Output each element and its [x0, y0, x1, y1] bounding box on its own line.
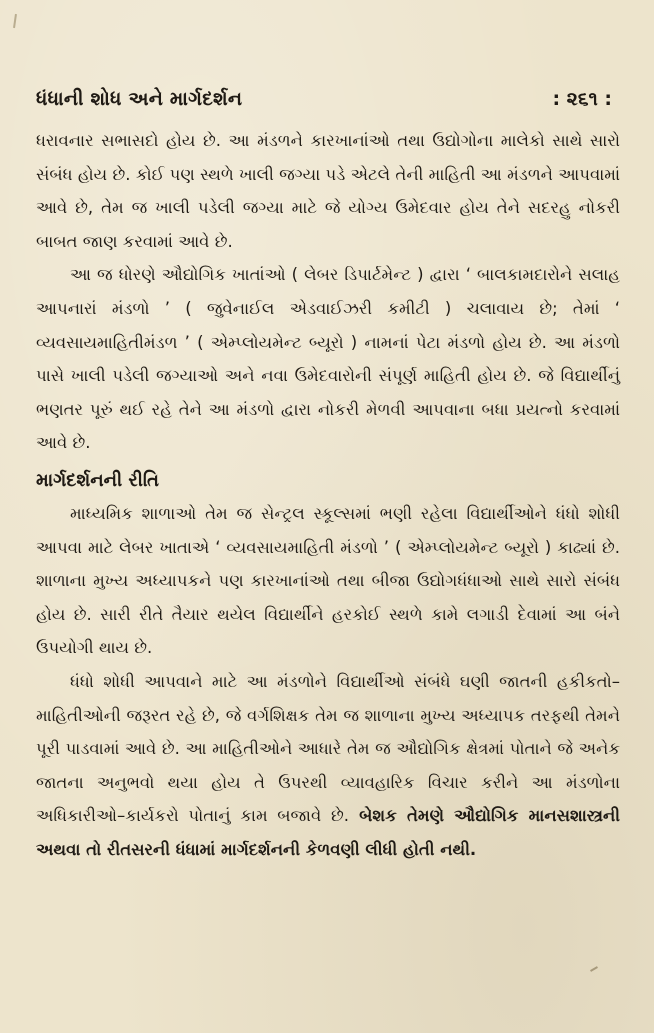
- page-header: [36, 88, 620, 110]
- paper-mark: [590, 966, 598, 972]
- page-number: : ૨૬૧ :: [552, 88, 612, 110]
- section-heading: માર્ગદર્શનની રીતિ: [36, 469, 159, 491]
- paper-mark: [13, 14, 17, 28]
- paragraph-1: ધરાવનાર સભાસદો હોય છે. આ મંડળને કારખાનાંઓ તથા ઉદ્યોગોના માલેકો સાથે સારો સંબંધ હોય છે. કોઈ પણ સ્થળે ખાલી જગ્યા પડે એટલે તેની માહિતી આ મંડળને આપવામાં આવે છે, તેમ જ ખાલી પડેલી જગ્યા માટે જે યોગ્ય ઉમેદવાર હોય તેને સદરહુ નોકરી બાબત જાણ કરવામાં આવે છે.: [36, 131, 620, 251]
- paragraph-2: આ જ ધોરણે ઔદ્યોગિક ખાતાંઓ ( લેબર ડિપાર્ટમેન્ટ ) દ્વારા ‘ બાલકામદારોને સલાહ આપનારાં મંડળો ’ ( જુવેનાઈલ એડવાઈઝરી કમીટી ) ચલાવાય છે; તેમાં ‘ વ્યવસાયમાહિતીમંડળ ’ ( એમ્પ્લોયમેન્ટ બ્યૂરો ) નામનાં પેટા મંડળો હોય છે. આ મંડળો પાસે ખાલી પડેલી જગ્યાઓ અને નવા ઉમેદવારોની સંપૂર્ણ માહિતી હોય છે. જે વિદ્યાર્થીનું ભણતર પૂરું થઈ રહે તેને આ મંડળો દ્વારા નોકરી મેળવી આપવાના બધા પ્રયત્નો કરવામાં આવે છે.: [36, 265, 620, 453]
- running-head: ધંધાની શોધ અને માર્ગદર્શન: [36, 88, 243, 110]
- paragraph-4-emphasis: બેશક તેમણે ઔદ્યોગિક માનસશાસ્ત્રની અથવા તો રીતસરની ધંધામાં માર્ગદર્શનની કેળવણી લીધી હોતી નથી.: [36, 806, 621, 859]
- paragraph-3: માધ્યમિક શાળાઓ તેમ જ સેન્ટ્રલ સ્કૂલ્સમાં ભણી રહેલા વિદ્યાર્થીઓને ધંધો શોધી આપવા માટે લેબર ખાતાએ ‘ વ્યવસાયમાહિતી મંડળો ’ ( એમ્પ્લોયમેન્ટ બ્યૂરો ) કાઢ્યાં છે. શાળાના મુખ્ય અધ્યાપકને પણ કારખાનાંઓ તથા બીજા ઉદ્યોગધંધાઓ સાથે સારો સંબંધ હોય છે. સારી રીતે તૈયાર થયેલ વિદ્યાર્થીને હરકોઈ સ્થળે કામે લગાડી દેવામાં આ બંને ઉપયોગી થાય છે.: [36, 503, 620, 658]
- paragraph-4-text: ધંધો શોધી આપવાને માટે આ મંડળોને વિદ્યાર્થીઓ સંબંધે ઘણી જાતની હકીકતો–માહિતીઓની જરૂરત રહે છે, જે વર્ગશિક્ષક તેમ જ શાળાના મુખ્ય અધ્યાપક તરફથી તેમને પૂરી પાડવામાં આવે છે. આ માહિતીઓને આધારે તેમ જ ઔદ્યોગિક ક્ષેત્રમાં પોતાને જે અનેક જાતના અનુભવો થયા હોય તે ઉપરથી વ્યાવહારિક વિચાર કરીને આ મંડળોના અધિકારીઓ–કાર્યકરો પોતાનું કામ બજાવે છે.: [36, 671, 620, 826]
- paragraph-4: [36, 665, 620, 867]
